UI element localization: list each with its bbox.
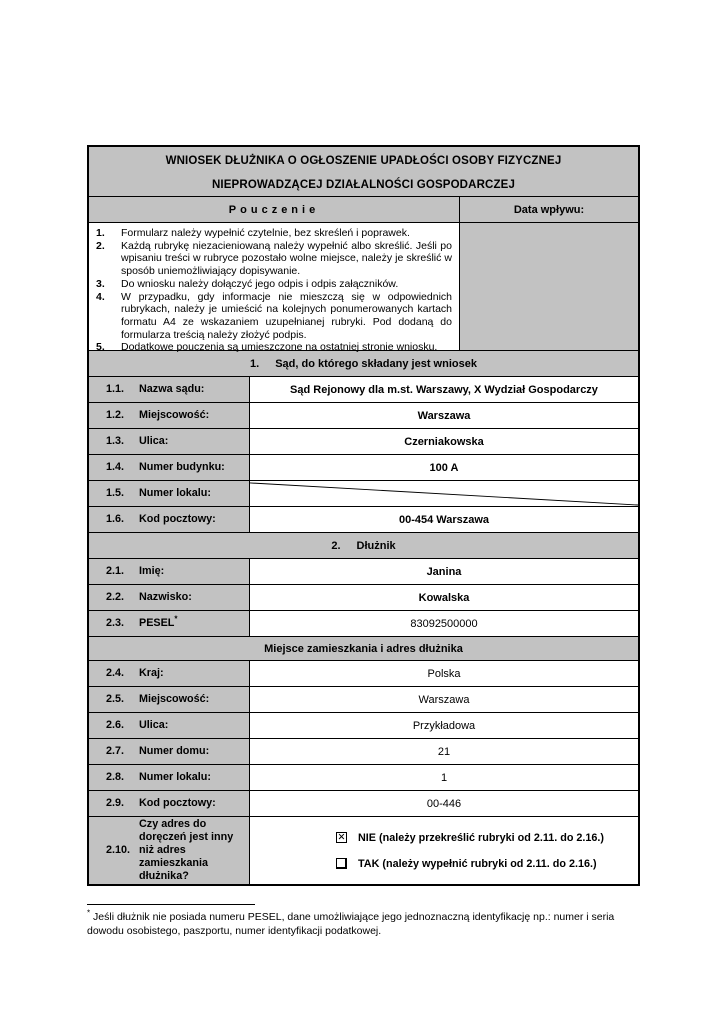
pouczenie-header: Pouczenie <box>89 197 459 222</box>
row-1-5-numer-lokalu <box>89 480 638 506</box>
label-kod-pocztowy-sadu: 1.6. Kod pocztowy: <box>89 507 249 532</box>
section1-header: 1. Sąd, do którego składany jest wniosek <box>89 350 638 376</box>
instruction-item: 1. Formularz należy wypełnić czytelnie, bez skreśleń i poprawek. <box>96 227 410 239</box>
footnote <box>87 904 640 938</box>
row-2-6-ulica <box>89 712 638 738</box>
data-wplywu-label: Data wpływu: <box>459 197 638 222</box>
row-2-5-miejscowosc <box>89 686 638 712</box>
field-numer-lokalu-dluznika[interactable]: 1 <box>249 765 638 790</box>
field-numer-domu[interactable]: 21 <box>249 739 638 764</box>
label-miejscowosc-sadu: 1.2. Miejscowość: <box>89 403 249 428</box>
form-title-line2: NIEPROWADZĄCEJ DZIAŁALNOŚCI GOSPODARCZEJ <box>211 179 516 191</box>
strikethrough-line <box>250 481 638 506</box>
field-kod-pocztowy-sadu[interactable]: 00-454 Warszawa <box>249 507 638 532</box>
label-numer-lokalu-sadu: 1.5. Numer lokalu: <box>89 481 249 506</box>
footnote-separator <box>87 904 255 905</box>
form-title-line1: WNIOSEK DŁUŻNIKA O OGŁOSZENIE UPADŁOŚCI OSOBY FIZYCZNEJ <box>165 155 562 167</box>
section2-header: 2. Dłużnik <box>89 532 638 558</box>
row-1-2-miejscowosc <box>89 402 638 428</box>
label-kraj: 2.4. Kraj: <box>89 661 249 686</box>
field-numer-budynku[interactable]: 100 A <box>249 455 638 480</box>
row-2-9-kod-pocztowy <box>89 790 638 816</box>
row-2-1-imie <box>89 558 638 584</box>
field-imie[interactable]: Janina <box>249 559 638 584</box>
option-nie-label: NIE (należy przekreślić rubryki od 2.11. do 2.16.) <box>358 831 605 844</box>
label-pesel: 2.3. PESEL* <box>89 611 249 636</box>
footnote-text: * Jeśli dłużnik nie posiada numeru PESEL, dane umożliwiające jego jednoznaczną identyfikację np.: numer i seria dowodu osobistego, paszportu, numer identyfikacji podatkowej. <box>87 908 615 937</box>
row-2-8-numer-lokalu <box>89 764 638 790</box>
field-ulica-dluznika[interactable]: Przykładowa <box>249 713 638 738</box>
subsection-adres-header: Miejsce zamieszkania i adres dłużnika <box>89 636 638 660</box>
field-ulica-sadu[interactable]: Czerniakowska <box>249 429 638 454</box>
label-numer-lokalu-dluznika: 2.8. Numer lokalu: <box>89 765 249 790</box>
label-adres-do-doreczen: 2.10. Czy adres do doręczeń jest inny niż adres zamieszkania dłużnika? <box>89 817 249 884</box>
label-numer-budynku: 1.4. Numer budynku: <box>89 455 249 480</box>
label-ulica-sadu: 1.3. Ulica: <box>89 429 249 454</box>
field-pesel[interactable]: 83092500000 <box>249 611 638 636</box>
label-numer-domu: 2.7. Numer domu: <box>89 739 249 764</box>
row-1-6-kod-pocztowy <box>89 506 638 532</box>
label-ulica-dluznika: 2.6. Ulica: <box>89 713 249 738</box>
field-nazwa-sadu[interactable]: Sąd Rejonowy dla m.st. Warszawy, X Wydział Gospodarczy <box>249 377 638 402</box>
label-nazwa-sadu: 1.1. Nazwa sądu: <box>89 377 249 402</box>
field-nazwisko[interactable]: Kowalska <box>249 585 638 610</box>
row-2-3-pesel <box>89 610 638 636</box>
instruction-item: 3. Do wniosku należy dołączyć jego odpis i odpis załączników. <box>96 277 399 290</box>
option-nie <box>336 832 604 844</box>
label-kod-pocztowy-dluznika: 2.9. Kod pocztowy: <box>89 791 249 816</box>
field-adres-do-doreczen <box>249 817 638 884</box>
field-miejscowosc-sadu[interactable]: Warszawa <box>249 403 638 428</box>
row-1-1-nazwa-sadu <box>89 376 638 402</box>
option-tak-label: TAK (należy wypełnić rubryki od 2.11. do 2.16.) <box>358 857 597 870</box>
bankruptcy-form-table <box>87 145 640 886</box>
instructions-list <box>89 223 459 354</box>
pesel-footnote-marker: * <box>174 614 178 624</box>
instruction-item: 5. Dodatkowe pouczenia są umieszczone na ostatniej stronie wniosku. <box>96 341 438 354</box>
row-1-4-numer-budynku <box>89 454 638 480</box>
instruction-item: 4. W przypadku, gdy informacje nie mieszczą się w odpowiednich rubrykach, należy je umieścić na kolejnych ponumerowanych kartach formatu A4 ze wskazaniem uzupełnianej rubryki. Pod dodaną do formularza treścią należy złożyć podpis. <box>96 290 452 341</box>
row-2-2-nazwisko <box>89 584 638 610</box>
data-wplywu-field[interactable] <box>459 223 638 350</box>
field-miejscowosc-dluznika[interactable]: Warszawa <box>249 687 638 712</box>
field-numer-lokalu-sadu[interactable] <box>249 481 638 506</box>
label-miejscowosc-dluznika: 2.5. Miejscowość: <box>89 687 249 712</box>
option-tak <box>336 858 597 870</box>
checkbox-nie-checked[interactable]: ✕ <box>337 832 346 843</box>
checkbox-tak-unchecked[interactable] <box>336 858 347 869</box>
row-2-10-adres-do-doreczen <box>89 816 638 884</box>
row-1-3-ulica <box>89 428 638 454</box>
field-kraj[interactable]: Polska <box>249 661 638 686</box>
label-imie: 2.1. Imię: <box>89 559 249 584</box>
label-nazwisko: 2.2. Nazwisko: <box>89 585 249 610</box>
row-2-7-numer-domu <box>89 738 638 764</box>
form-title <box>89 147 638 196</box>
instruction-item: 2. Każdą rubrykę niezacieniowaną należy wypełnić albo skreślić. Jeśli po wpisaniu treści w rubryce pozostało wolne miejsce, należy je skreślić w sposób uniemożliwiający dopisywanie. <box>96 239 452 278</box>
row-2-4-kraj <box>89 660 638 686</box>
footnote-marker: * <box>87 908 91 918</box>
field-kod-pocztowy-dluznika[interactable]: 00-446 <box>249 791 638 816</box>
